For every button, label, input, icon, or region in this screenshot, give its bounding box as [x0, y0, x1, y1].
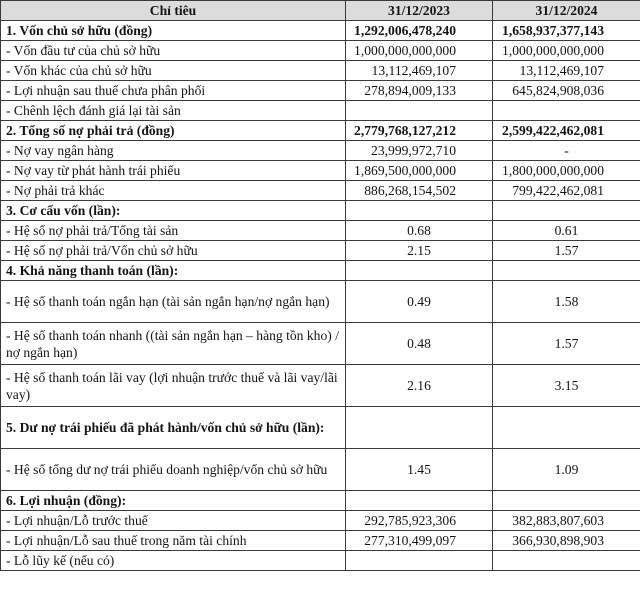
table-row: [1, 281, 640, 323]
value-2024: 1.09: [493, 449, 640, 491]
value-2023: 2.16: [346, 365, 493, 407]
table-row: [1, 449, 640, 491]
row-label: 2. Tổng số nợ phải trả (đồng): [1, 121, 346, 141]
row-label: - Lỗ lũy kế (nếu có): [1, 551, 346, 571]
row-label: - Hệ số nợ phải trả/Tổng tài sản: [1, 221, 346, 241]
table-row: [1, 181, 640, 201]
table-row: [1, 101, 640, 121]
value-2023: 1.45: [346, 449, 493, 491]
value-2024: [493, 491, 640, 511]
table-row: [1, 41, 640, 61]
value-2023: [346, 551, 493, 571]
value-2023: [346, 261, 493, 281]
value-2024: [493, 551, 640, 571]
row-label: - Nợ phải trả khác: [1, 181, 346, 201]
value-2023: 277,310,499,097: [346, 531, 493, 551]
row-label: 4. Khả năng thanh toán (lần):: [1, 261, 346, 281]
value-2023: 1,869,500,000,000: [346, 161, 493, 181]
table-row: [1, 221, 640, 241]
row-label: - Hệ số nợ phải trả/Vốn chủ sở hữu: [1, 241, 346, 261]
value-2024: [493, 407, 640, 449]
value-2024: 2,599,422,462,081: [493, 121, 640, 141]
table-row: [1, 491, 640, 511]
value-2024: 0.61: [493, 221, 640, 241]
table-row: [1, 241, 640, 261]
value-2024: [493, 261, 640, 281]
value-2024: 366,930,898,903: [493, 531, 640, 551]
row-label: - Lợi nhuận/Lỗ trước thuế: [1, 511, 346, 531]
table-header-row: [1, 1, 640, 21]
value-2024: 1.57: [493, 323, 640, 365]
value-2023: 2,779,768,127,212: [346, 121, 493, 141]
value-2024: 13,112,469,107: [493, 61, 640, 81]
value-2024: [493, 201, 640, 221]
value-2023: 292,785,923,306: [346, 511, 493, 531]
table-row: [1, 531, 640, 551]
row-label: - Hệ số thanh toán ngắn hạn (tài sản ngắn hạn/nợ ngắn hạn): [1, 281, 346, 323]
value-2024: 645,824,908,036: [493, 81, 640, 101]
value-2023: 23,999,972,710: [346, 141, 493, 161]
table-row: [1, 323, 640, 365]
table-row: [1, 21, 640, 41]
value-2023: [346, 407, 493, 449]
value-2024: 382,883,807,603: [493, 511, 640, 531]
table-row: [1, 407, 640, 449]
header-indicator: Chỉ tiêu: [1, 1, 346, 21]
row-label: - Vốn khác của chủ sở hữu: [1, 61, 346, 81]
row-label: - Lợi nhuận sau thuế chưa phân phối: [1, 81, 346, 101]
table-row: [1, 511, 640, 531]
value-2023: 2.15: [346, 241, 493, 261]
table-row: [1, 121, 640, 141]
value-2023: 0.49: [346, 281, 493, 323]
row-label: 3. Cơ cấu vốn (lần):: [1, 201, 346, 221]
value-2024: 1,658,937,377,143: [493, 21, 640, 41]
value-2023: 886,268,154,502: [346, 181, 493, 201]
value-2024: 1,800,000,000,000: [493, 161, 640, 181]
header-2023: 31/12/2023: [346, 1, 493, 21]
value-2024: 799,422,462,081: [493, 181, 640, 201]
value-2023: 13,112,469,107: [346, 61, 493, 81]
value-2023: [346, 491, 493, 511]
row-label: - Hệ số tổng dư nợ trái phiếu doanh nghiệp/vốn chủ sở hữu: [1, 449, 346, 491]
row-label: 1. Vốn chủ sở hữu (đồng): [1, 21, 346, 41]
value-2024: [493, 101, 640, 121]
value-2024: -: [493, 141, 640, 161]
value-2023: 1,000,000,000,000: [346, 41, 493, 61]
value-2024: 3.15: [493, 365, 640, 407]
value-2023: 278,894,009,133: [346, 81, 493, 101]
row-label: - Vốn đầu tư của chủ sở hữu: [1, 41, 346, 61]
table-row: [1, 201, 640, 221]
row-label: - Chênh lệch đánh giá lại tài sản: [1, 101, 346, 121]
value-2024: 1.58: [493, 281, 640, 323]
value-2023: 1,292,006,478,240: [346, 21, 493, 41]
row-label: - Lợi nhuận/Lỗ sau thuế trong năm tài chính: [1, 531, 346, 551]
value-2023: [346, 101, 493, 121]
row-label: - Nợ vay từ phát hành trái phiếu: [1, 161, 346, 181]
table-row: [1, 161, 640, 181]
table-row: [1, 365, 640, 407]
table-row: [1, 551, 640, 571]
row-label: - Hệ số thanh toán lãi vay (lợi nhuận trước thuế và lãi vay/lãi vay): [1, 365, 346, 407]
table-row: [1, 141, 640, 161]
table-row: [1, 261, 640, 281]
table-row: [1, 61, 640, 81]
value-2024: 1.57: [493, 241, 640, 261]
table-row: [1, 81, 640, 101]
header-2024: 31/12/2024: [493, 1, 640, 21]
row-label: - Hệ số thanh toán nhanh ((tài sản ngắn hạn – hàng tồn kho) / nợ ngắn hạn): [1, 323, 346, 365]
row-label: - Nợ vay ngân hàng: [1, 141, 346, 161]
value-2023: [346, 201, 493, 221]
value-2024: 1,000,000,000,000: [493, 41, 640, 61]
value-2023: 0.68: [346, 221, 493, 241]
row-label: 6. Lợi nhuận (đồng):: [1, 491, 346, 511]
row-label: 5. Dư nợ trái phiếu đã phát hành/vốn chủ sở hữu (lần):: [1, 407, 346, 449]
value-2023: 0.48: [346, 323, 493, 365]
